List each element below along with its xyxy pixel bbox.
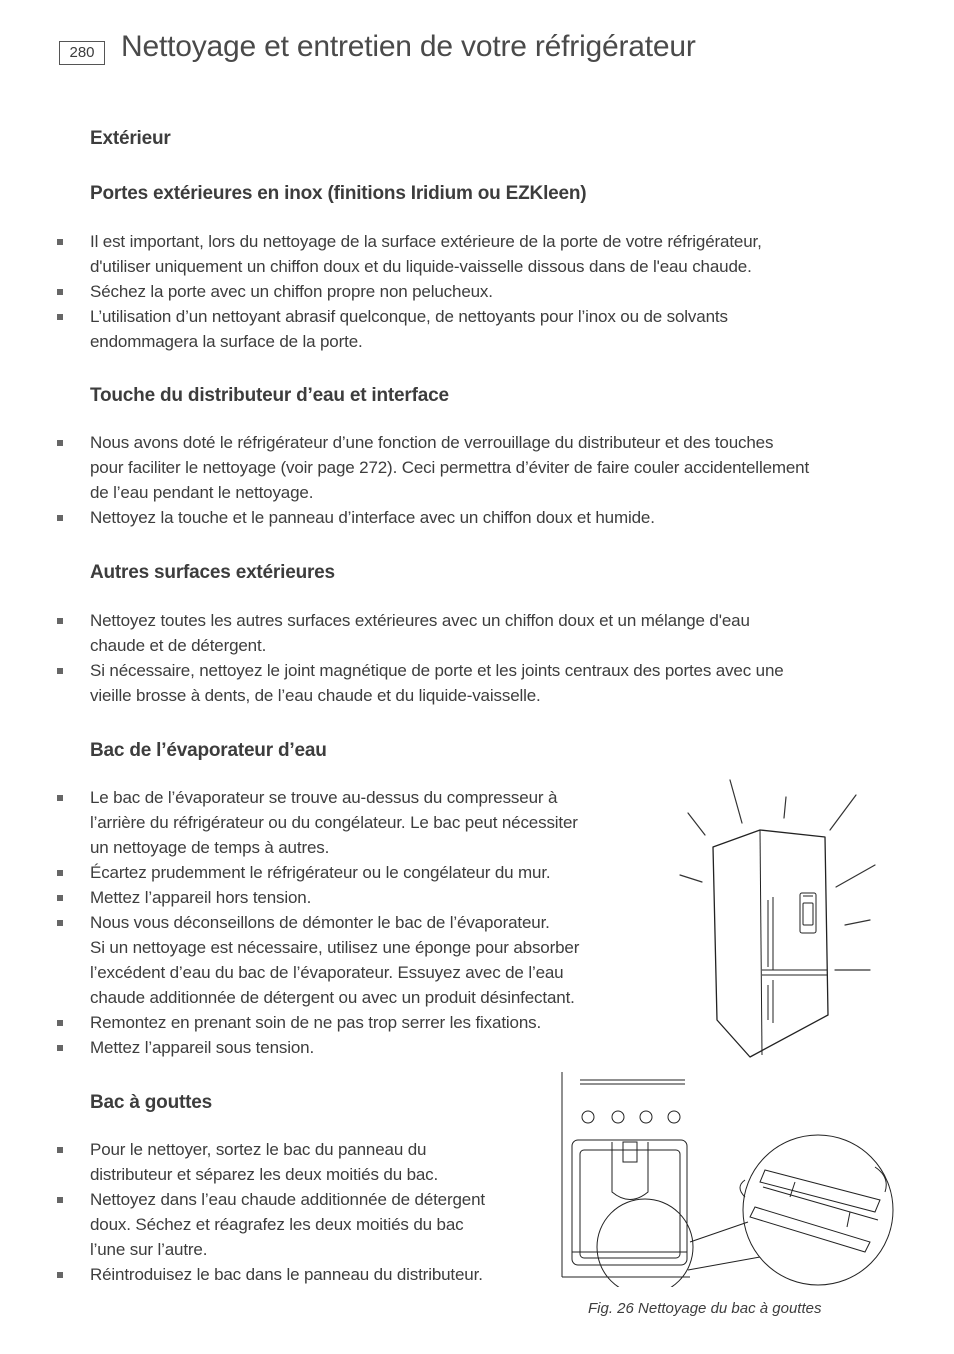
list-item: Nous avons doté le réfrigérateur d’une fonction de verrouillage du distributeur et des touches pour faciliter le nettoyage (voir page 272). Ceci permettra d’éviter de faire couler accidentellement de l’eau pendant le nettoyage. [0,430,809,505]
list-item: Écartez prudemment le réfrigérateur ou le congélateur du mur. [0,860,579,885]
list-item: Nous vous déconseillons de démonter le bac de l’évaporateur. Si un nettoyage est nécessaire, utilisez une éponge pour absorber l’excédent d’eau du bac de l’évaporateur. Essuyez avec de l’eau chaude additionnée de détergent ou avec un produit désinfectant. [0,910,579,1010]
list-item: L’utilisation d’un nettoyant abrasif quelconque, de nettoyants pour l’inox ou de solvants endommagera la surface de la porte. [0,304,762,354]
page-number: 280 [59,41,105,65]
list-item: Remontez en prenant soin de ne pas trop serrer les fixations. [0,1010,579,1035]
list-item: Réintroduisez le bac dans le panneau du distributeur. [0,1262,485,1287]
bullet-list-autres [0,608,784,708]
list-item: Nettoyez la touche et le panneau d’interface avec un chiffon doux et humide. [0,505,809,530]
section-heading-bac-gouttes: Bac à gouttes [90,1092,212,1113]
section-heading-exterieur: Extérieur [90,128,171,149]
list-item: Il est important, lors du nettoyage de la surface extérieure de la porte de votre réfrigérateur, d'utiliser uniquement un chiffon doux et du liquide-vaisselle dissous dans de l'eau chaude. [0,229,762,279]
section-heading-touche: Touche du distributeur d’eau et interface [90,385,449,406]
figure-caption: Fig. 26 Nettoyage du bac à gouttes [588,1300,822,1317]
list-item: Nettoyez toutes les autres surfaces extérieures avec un chiffon doux et un mélange d'eau chaude et de détergent. [0,608,784,658]
drip-tray-illustration [560,1072,900,1287]
page-title: Nettoyage et entretien de votre réfrigérateur [121,30,696,63]
fridge-illustration [670,775,880,1060]
list-item: Séchez la porte avec un chiffon propre non pelucheux. [0,279,762,304]
bullet-list-portes [0,229,762,354]
list-item: Le bac de l’évaporateur se trouve au-dessus du compresseur à l’arrière du réfrigérateur ou du congélateur. Le bac peut nécessiter un nettoyage de temps à autres. [0,785,579,860]
section-heading-portes: Portes extérieures en inox (finitions Iridium ou EZKleen) [90,183,587,204]
list-item: Mettez l’appareil hors tension. [0,885,579,910]
list-item: Mettez l’appareil sous tension. [0,1035,579,1060]
list-item: Nettoyez dans l’eau chaude additionnée de détergent doux. Séchez et réagrafez les deux moitiés du bac l’une sur l’autre. [0,1187,485,1262]
bullet-list-bac-evaporateur [0,785,579,1060]
section-heading-autres: Autres surfaces extérieures [90,562,335,583]
section-heading-bac-evaporateur: Bac de l’évaporateur d’eau [90,740,327,761]
bullet-list-bac-gouttes [0,1137,485,1287]
bullet-list-touche [0,430,809,530]
list-item: Si nécessaire, nettoyez le joint magnétique de porte et les joints centraux des portes avec une vieille brosse à dents, de l’eau chaude et du liquide-vaisselle. [0,658,784,708]
list-item: Pour le nettoyer, sortez le bac du panneau du distributeur et séparez les deux moitiés du bac. [0,1137,485,1187]
